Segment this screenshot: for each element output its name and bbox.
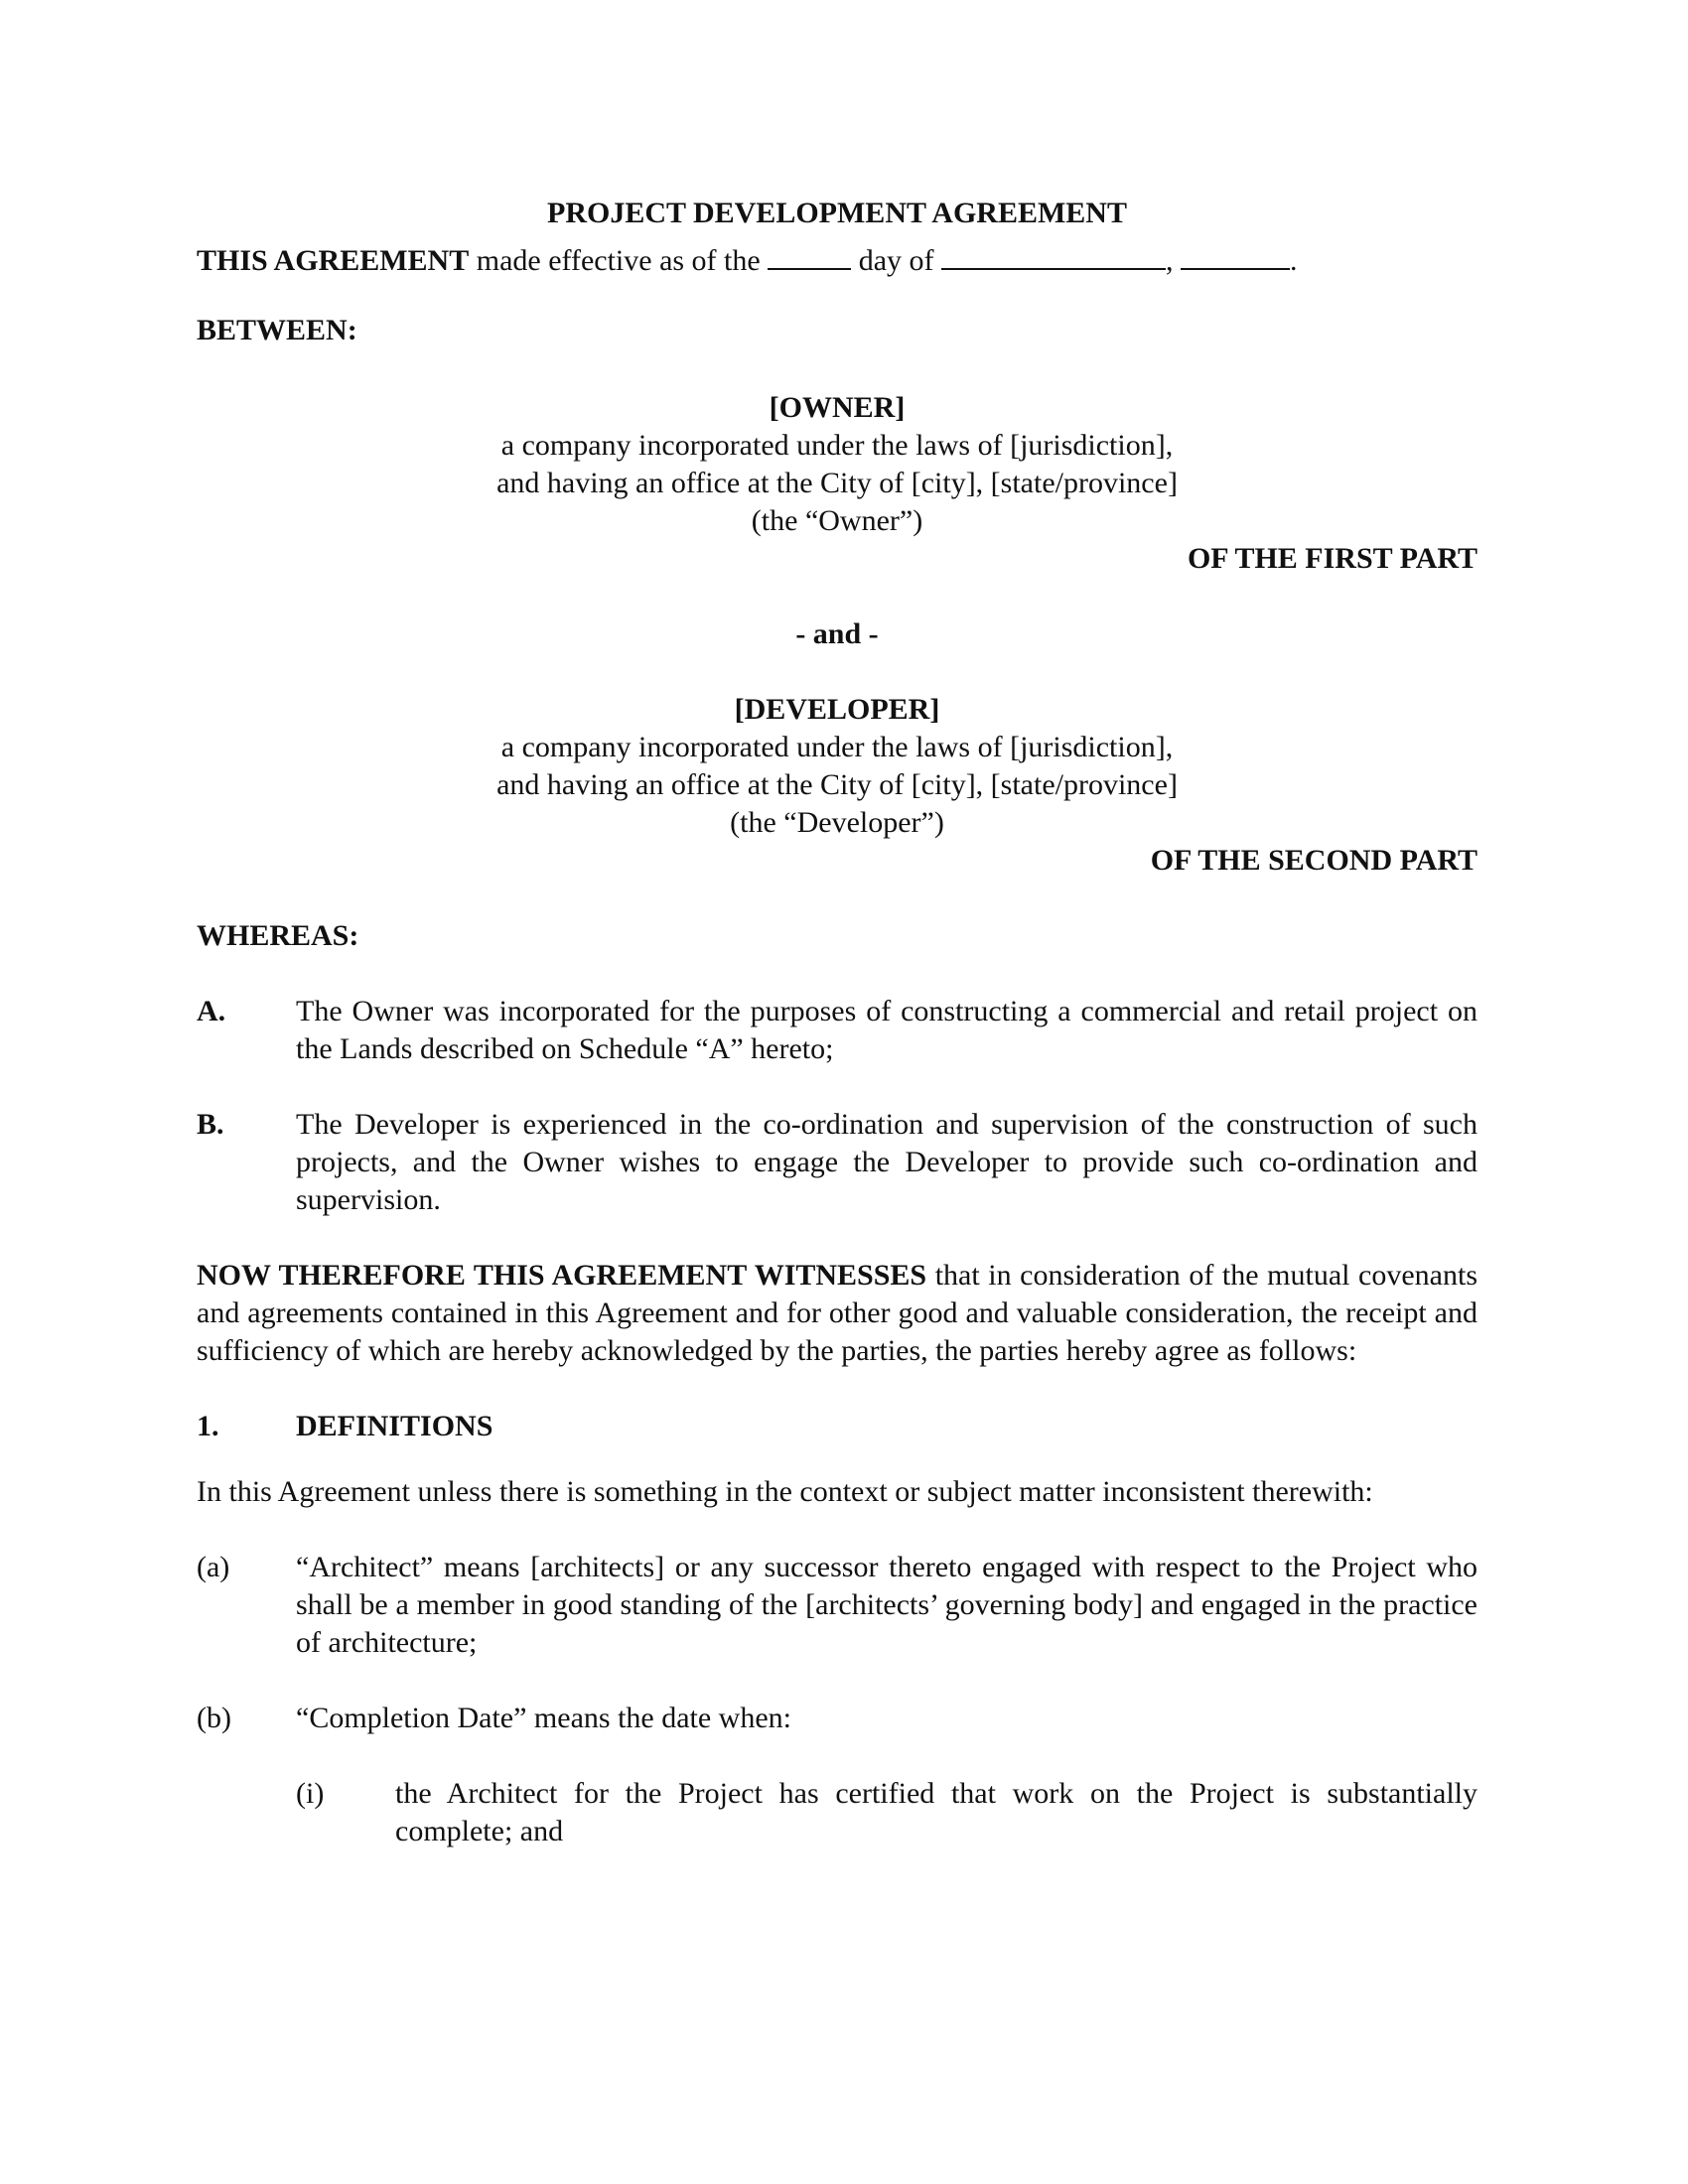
effective-text-3: , (1166, 244, 1182, 277)
document-page (197, 195, 1477, 1850)
definition-completion-date (197, 1700, 1477, 1737)
now-therefore-text: that in consideration of the mutual covenants and agreements contained in this Agreement and for other good and valuable consideration, the receipt and sufficiency of which are hereby acknowledged by the parties, the parties hereby agree as follows: (197, 1259, 1478, 1367)
effective-text-1: made effective as of the (469, 244, 769, 277)
recital-label: A. (197, 995, 226, 1027)
whereas-label: WHEREAS: (197, 919, 359, 952)
recital-text: The Owner was incorporated for the purposes of constructing a commercial and retail project on the Lands described on Schedule “A” hereto; (296, 995, 1477, 1065)
developer-name: [DEVELOPER] (734, 693, 940, 726)
party-developer (197, 691, 1477, 880)
second-part-label: OF THE SECOND PART (1150, 844, 1477, 877)
document-title: PROJECT DEVELOPMENT AGREEMENT (547, 197, 1127, 229)
now-therefore-lead: NOW THEREFORE THIS AGREEMENT WITNESSES (197, 1259, 927, 1292)
owner-name: [OWNER] (769, 391, 906, 424)
subdefinition-label: (i) (296, 1777, 325, 1810)
and-separator: - and - (795, 617, 879, 650)
definition-text: “Architect” means [architects] or any successor thereto engaged with respect to the Project who shall be a member in good standing of the [architects’ governing body] and engaged in the practice of architecture; (296, 1551, 1477, 1659)
definition-architect (197, 1549, 1477, 1662)
section-number: 1. (197, 1410, 219, 1442)
owner-line-1: a company incorporated under the laws of [jurisdiction], (500, 429, 1174, 462)
recital-a (197, 993, 1477, 1068)
effective-text-2: day of (851, 244, 942, 277)
subdefinition-text: the Architect for the Project has certified that work on the Project is substantially complete; and (395, 1777, 1477, 1847)
developer-line-3: (the “Developer”) (730, 806, 944, 839)
year-blank (1181, 242, 1290, 270)
developer-line-2: and having an office at the City of [city], [state/province] (496, 768, 1178, 801)
owner-line-2: and having an office at the City of [city], [state/province] (496, 467, 1178, 499)
now-therefore-paragraph (197, 1257, 1477, 1370)
recital-text: The Developer is experienced in the co-ordination and supervision of the construction of such projects, and the Owner wishes to engage the Developer to provide such co-ordination and supervision. (296, 1108, 1477, 1216)
first-part-label: OF THE FIRST PART (1187, 542, 1477, 575)
agreement-lead: THIS AGREEMENT (197, 244, 470, 277)
subdefinition-i (197, 1775, 1477, 1850)
recital-b (197, 1106, 1477, 1219)
month-blank (941, 242, 1166, 270)
section-heading-definitions (197, 1408, 1477, 1445)
definitions-intro: In this Agreement unless there is something in the context or subject matter inconsistent therewith: (197, 1475, 1373, 1508)
party-owner (197, 389, 1477, 578)
definition-text: “Completion Date” means the date when: (296, 1702, 791, 1734)
owner-line-3: (the “Owner”) (751, 504, 923, 537)
definition-label: (a) (197, 1551, 230, 1583)
section-title: DEFINITIONS (296, 1410, 493, 1442)
effective-text-4: . (1290, 244, 1298, 277)
developer-line-1: a company incorporated under the laws of [jurisdiction], (500, 731, 1174, 763)
between-label: BETWEEN: (197, 314, 357, 346)
day-blank (768, 242, 851, 270)
effective-date-line (197, 242, 1477, 280)
recital-label: B. (197, 1108, 224, 1141)
definition-label: (b) (197, 1702, 231, 1734)
